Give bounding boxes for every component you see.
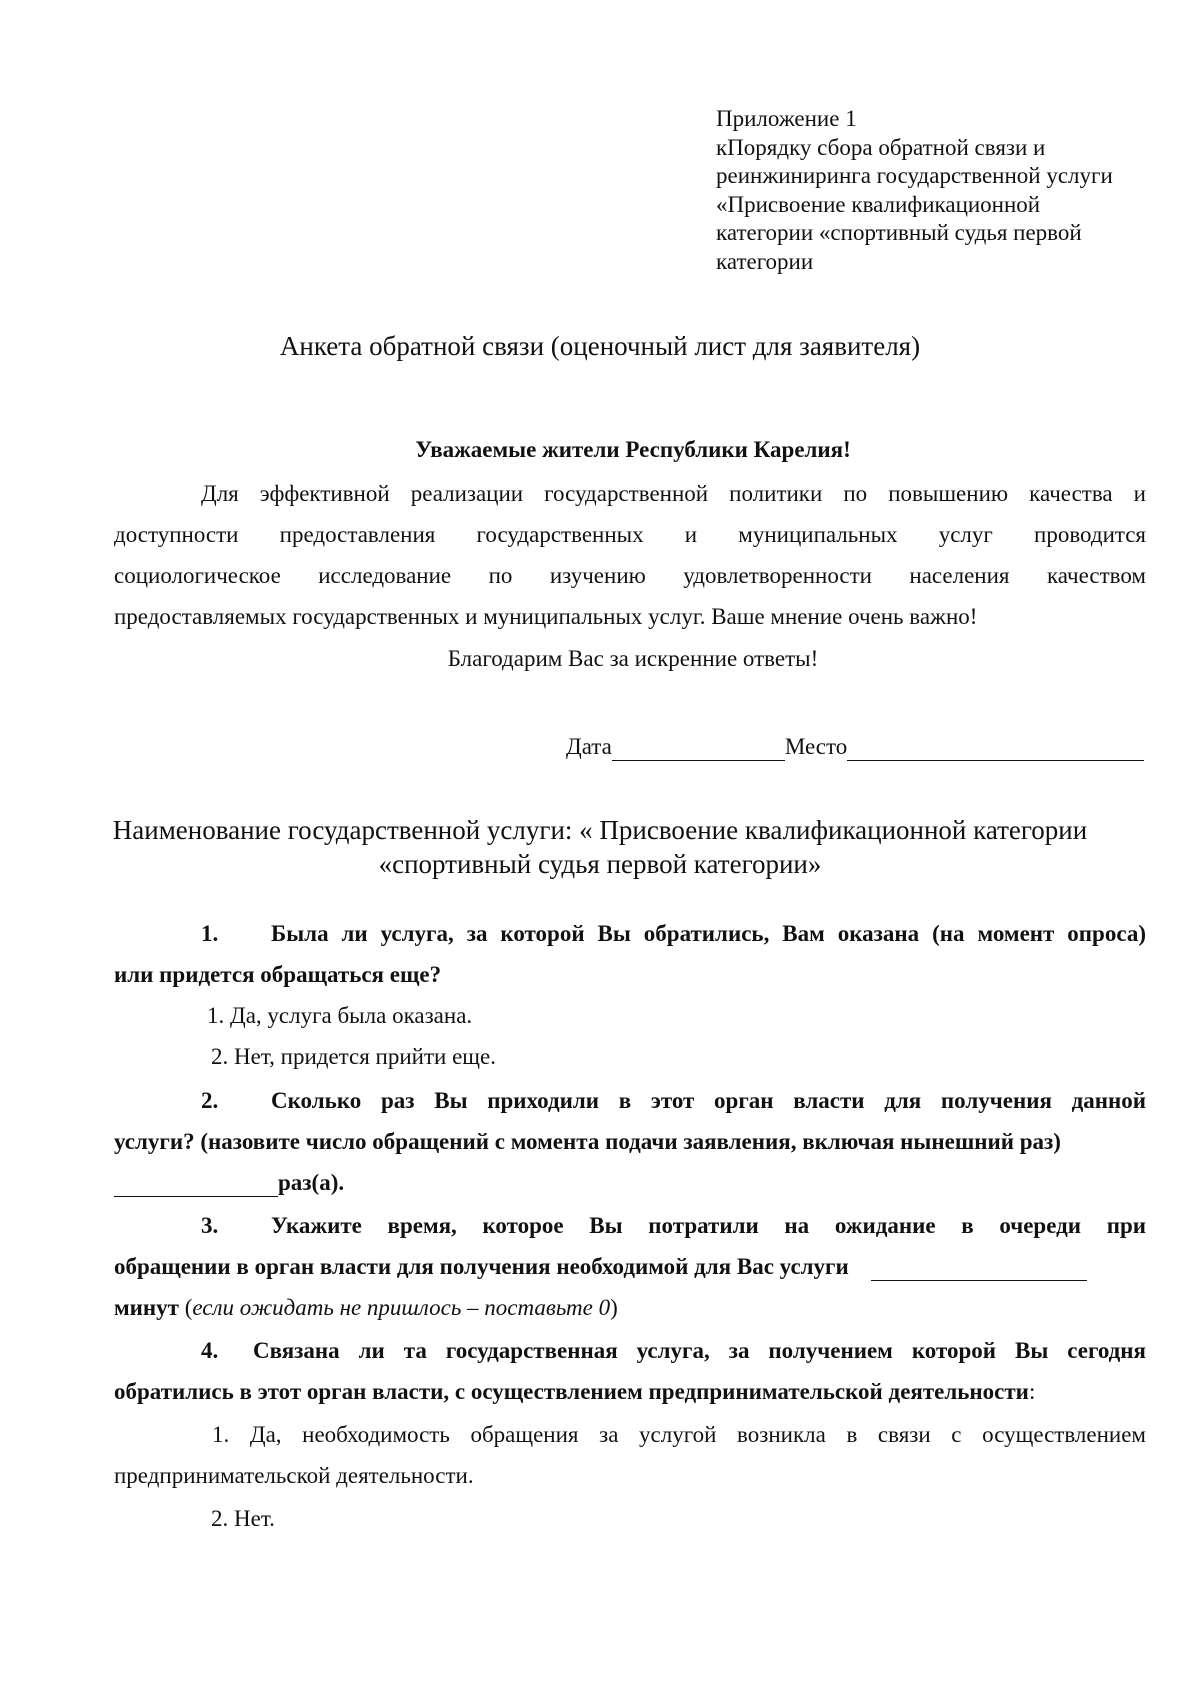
service-name — [0, 813, 1200, 881]
q1-line-1 — [201, 921, 1146, 947]
q3-text-1: Укажите время, которое Вы потратили на ожидание в очереди при — [271, 1213, 1146, 1238]
q3-line-1 — [201, 1213, 1146, 1239]
greeting: Уважаемые жители Республики Карелия! — [415, 437, 851, 462]
thanks-line: Благодарим Вас за искренние ответы! — [447, 646, 819, 671]
q3-time-field[interactable] — [871, 1254, 1087, 1281]
appendix-line-6: категории — [716, 248, 814, 274]
date-label: Дата — [566, 734, 612, 759]
q4-line-1 — [201, 1338, 1146, 1364]
appendix-line-5: категории «спортивный судья первой — [716, 220, 1082, 245]
date-place-row — [566, 734, 1144, 761]
q3-number: 3. — [201, 1213, 219, 1238]
appendix-header — [716, 105, 1113, 276]
q2-line-2: услуги? (назовите число обращений с момента подачи заявления, включая нынешний раз) — [114, 1129, 1061, 1154]
date-field[interactable] — [612, 734, 785, 761]
q3-text-2: обращении в орган власти для получения необходимой для Вас услуги — [114, 1254, 849, 1279]
q1-text-1: Была ли услуга, за которой Вы обратились, Вам оказана (на момент опроса) — [271, 921, 1146, 946]
q3-line-2 — [114, 1254, 1146, 1281]
intro-line-4: предоставляемых государственных и муниципальных услуг. Ваше мнение очень важно! — [114, 604, 978, 629]
intro-line-1: Для эффективной реализации государственной политики по повышению качества и — [201, 481, 1146, 506]
service-line-2: «спортивный судья первой категории» — [378, 849, 822, 879]
form-title: Анкета обратной связи (оценочный лист для заявителя) — [279, 331, 921, 361]
intro-line-3: социологическое исследование по изучению удовлетворенности населения качеством — [114, 563, 1146, 588]
place-label: Место — [784, 734, 848, 759]
q4-option-1-cont: предпринимательской деятельности. — [114, 1463, 474, 1488]
q1-option-1[interactable]: 1. Да, услуга была оказана. — [207, 1003, 473, 1028]
q4-line-2: обратились в этот орган власти, с осуществлением предпринимательской деятельности: — [114, 1379, 1036, 1404]
q2-text-1: Сколько раз Вы приходили в этот орган власти для получения данной — [271, 1088, 1146, 1113]
q3-note: если ожидать не пришлось – поставьте 0 — [192, 1295, 611, 1320]
intro-line-2: доступности предоставления государственных и муниципальных услуг проводится — [114, 522, 1146, 547]
appendix-line-1: Приложение 1 — [716, 106, 857, 131]
q1-line-2: или придется обращаться еще? — [114, 962, 442, 987]
q3-line-3: минут (если ожидать не пришлось – поставьте 0) — [114, 1295, 618, 1320]
q4-number: 4. — [201, 1338, 219, 1363]
q1-option-2[interactable]: 2. Нет, придется прийти еще. — [211, 1044, 496, 1069]
q2-suffix: раз(а). — [278, 1170, 345, 1195]
appendix-line-2: кПорядку сбора обратной связи и — [716, 134, 1046, 160]
q1-number: 1. — [201, 921, 219, 946]
q4-option-1[interactable]: 1. Да, необходимость обращения за услугой возникла в связи с осуществлением — [212, 1422, 1146, 1447]
q4-option-2[interactable]: 2. Нет. — [211, 1506, 275, 1531]
q2-count-field[interactable] — [114, 1170, 278, 1197]
q2-line-1 — [201, 1088, 1146, 1114]
q4-text-2: обратились в этот орган власти, с осуществлением предпринимательской деятельности — [114, 1379, 1029, 1404]
q3-unit: минут — [114, 1295, 179, 1320]
service-line-1: Наименование государственной услуги: « Присвоение квалификационной категории — [112, 815, 1088, 845]
q4-text-1: Связана ли та государственная услуга, за получением которой Вы сегодня — [253, 1338, 1146, 1363]
appendix-line-3: реинжиниринга государственной услуги — [716, 163, 1113, 188]
q2-line-3 — [114, 1170, 1146, 1197]
place-field[interactable] — [847, 734, 1144, 761]
q2-number: 2. — [201, 1088, 219, 1113]
appendix-line-4: «Присвоение квалификационной — [716, 191, 1041, 217]
